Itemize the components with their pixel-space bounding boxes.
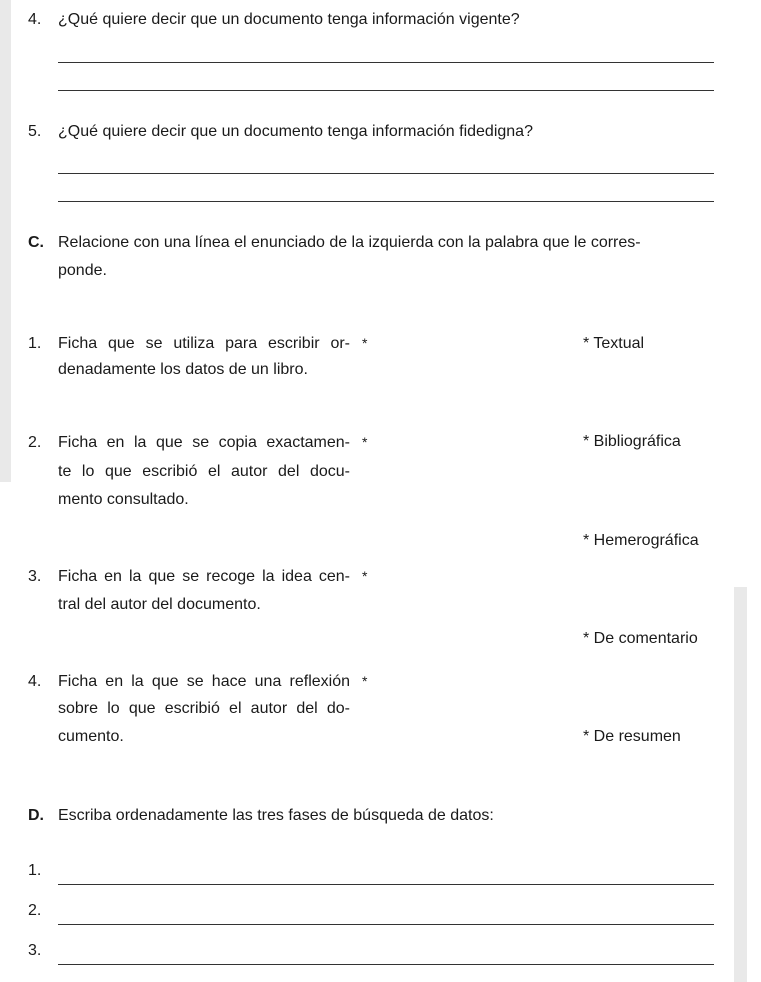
match-item-text: tral del autor del documento. [58,596,261,613]
answer-line[interactable] [58,201,714,202]
page-edge-shadow [734,587,747,982]
section-instruction: Relacione con una línea el enunciado de la izquierda con la palabra que le corres- [58,234,641,251]
match-anchor-left[interactable]: * [362,434,368,450]
page-edge-shadow [0,0,11,482]
match-item-number: 4. [28,673,42,690]
match-option-textual[interactable]: * Textual [583,335,645,352]
phase-number: 2. [28,902,42,919]
answer-line[interactable] [58,90,714,91]
match-item-text: mento consultado. [58,491,189,508]
match-item-text: cumento. [58,728,124,745]
answer-line[interactable] [58,62,714,63]
section-letter: C. [28,234,44,251]
match-option-de-resumen[interactable]: * De resumen [583,728,681,745]
match-item-text: Ficha en la que se hace una reflexión [58,673,350,690]
match-option-de-comentario[interactable]: * De comentario [583,630,698,647]
match-item-number: 2. [28,434,42,451]
match-item-number: 1. [28,335,42,352]
match-item-text: Ficha en la que se copia exactamen- [58,434,350,451]
question-text: ¿Qué quiere decir que un documento tenga información fidedigna? [58,123,533,140]
match-anchor-left[interactable]: * [362,568,368,584]
match-anchor-left[interactable]: * [362,673,368,689]
phase-answer-line[interactable] [58,964,714,965]
phase-answer-line[interactable] [58,924,714,925]
match-item-text: te lo que escribió el autor del docu- [58,463,350,480]
phase-number: 3. [28,942,42,959]
section-instruction: Escriba ordenadamente las tres fases de búsqueda de datos: [58,807,494,824]
match-item-text: Ficha en la que se recoge la idea cen- [58,568,350,585]
match-item-number: 3. [28,568,42,585]
match-item-text: Ficha que se utiliza para escribir or- [58,335,350,352]
question-number: 4. [28,11,42,28]
match-option-hemerografica[interactable]: * Hemerográfica [583,532,699,549]
match-item-text: denadamente los datos de un libro. [58,361,308,378]
section-letter: D. [28,807,44,824]
question-text: ¿Qué quiere decir que un documento tenga información vigente? [58,11,520,28]
answer-line[interactable] [58,173,714,174]
match-option-bibliografica[interactable]: * Bibliográfica [583,433,681,450]
phase-answer-line[interactable] [58,884,714,885]
question-number: 5. [28,123,42,140]
match-anchor-left[interactable]: * [362,335,368,351]
phase-number: 1. [28,862,42,879]
section-instruction-continued: ponde. [58,262,107,279]
match-item-text: sobre lo que escribió el autor del do- [58,700,350,717]
